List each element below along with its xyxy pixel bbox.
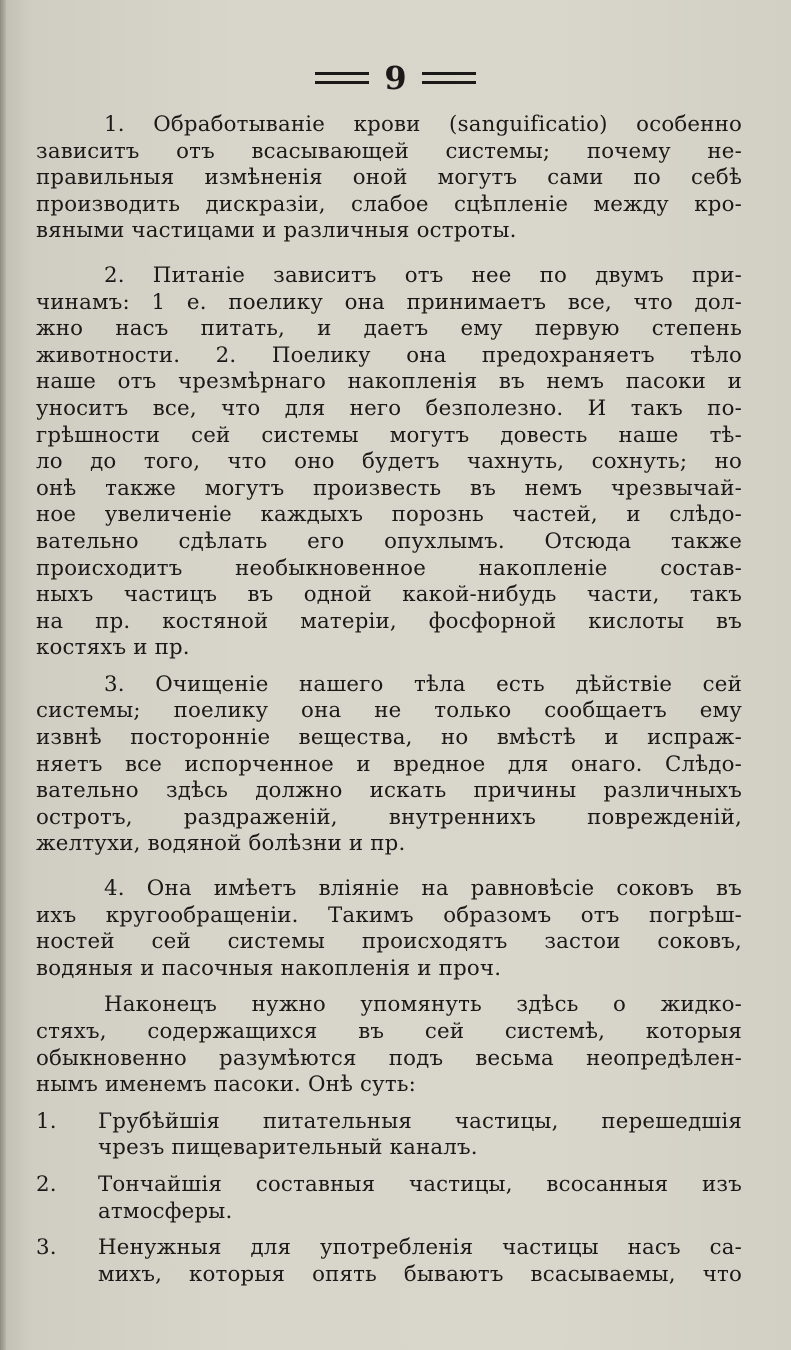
text-line: на пр. костяной матеріи, фосфорной кислоты въ [36,608,742,634]
page-number: 9 [384,59,407,97]
text-line: уноситъ все, что для него безполезно. И такъ по- [36,395,742,421]
list-gap [36,1225,742,1235]
paragraph-1 [36,112,742,245]
list-body [98,1109,742,1162]
text-line: вательно сдѣлать его опухлымъ. Отсюда также [36,528,742,554]
text-line: животности. 2. Поелику она предохраняетъ тѣло [36,342,742,368]
list-item [36,1109,742,1162]
list-body [98,1235,742,1288]
text-line: Грубѣйшія питательныя частицы, перешедшія [98,1108,742,1134]
text-line: 4. Она имѣетъ вліяніе на равновѣсіе соковъ въ [104,876,742,902]
text-line: грѣшности сей системы могутъ довесть наше тѣ- [36,422,742,448]
text-line: Ненужныя для употребленія частицы насъ са- [98,1235,742,1261]
text-line: вательно здѣсь должно искать причины различныхъ [36,778,742,804]
paragraph-gap [36,662,742,672]
text-line: жно насъ питать, и даетъ ему первую степень [36,316,742,342]
text-line: 2. Питаніе зависитъ отъ нее по двумъ при- [104,262,742,288]
text-line: ное увеличеніе каждыхъ порознь частей, и слѣдо- [36,502,742,528]
list-number: 1. [36,1108,57,1134]
paragraph-3 [36,672,742,858]
paragraph-gap [36,1099,742,1109]
text-line: чрезъ пищеварительный каналъ. [98,1135,478,1161]
text-line: правильныя измѣненія оной могутъ сами по себѣ [36,165,742,191]
text-line: зависитъ отъ всасывающей системы; почему не- [36,138,742,164]
header-rule-right [422,72,476,84]
text-line: происходитъ необыкновенное накопленіе состав- [36,555,742,581]
text-line: чинамъ: 1 е. поелику она принимаетъ все, что дол- [36,289,742,315]
page-header [0,58,791,98]
paragraph-4 [36,876,742,982]
paragraph-2 [36,263,742,662]
text-line: онѣ также могутъ произвесть въ немъ чрезвычай- [36,475,742,501]
text-line: системы; поелику она не только сообщаетъ ему [36,698,742,724]
list-body [98,1172,742,1225]
text-line: стяхъ, содержащихся въ сей системѣ, которыя [36,1019,742,1044]
list-item [36,1172,742,1225]
text-line: ностей сей системы происходятъ застои соковъ, [36,929,742,955]
paragraph-5 [36,992,742,1098]
text-line: водяныя и пасочныя накопленія и проч. [36,955,502,981]
text-line: желтухи, водяной болѣзни и пр. [36,831,406,857]
list-gap [36,1162,742,1172]
text-line: нымъ именемъ пасоки. Онѣ суть: [36,1072,417,1098]
text-line: ныхъ частицъ въ одной какой-нибудь части, такъ [36,582,742,608]
text-line: костяхъ и пр. [36,635,190,661]
text-line: вяными частицами и различныя остроты. [36,218,517,244]
text-line: остротъ, раздраженій, внутреннихъ поврежденій, [36,804,742,830]
list-number: 2. [36,1171,57,1197]
text-line: атмосферы. [98,1198,233,1224]
text-line: извнѣ посторонніе вещества, но вмѣстѣ и испраж- [36,725,742,751]
text-line: 1. Обработываніе крови (sanguificatio) особенно [104,112,742,137]
text-line: наше отъ чрезмѣрнаго накопленія въ немъ пасоки и [36,369,742,395]
text-line: ло до того, что оно будетъ чахнуть, сохнуть; но [36,449,742,475]
text-line: 3. Очищеніе нашего тѣла есть дѣйствіе сей [104,671,742,697]
page-body [36,112,742,1288]
paragraph-gap [36,245,742,263]
text-line: Наконецъ нужно упомянуть здѣсь о жидко- [104,992,742,1018]
text-line: няетъ все испорченное и вредное для онаго. Слѣдо- [36,751,742,777]
text-line: михъ, которыя опять бываютъ всасываемы, что [98,1261,742,1287]
paragraph-gap [36,982,742,992]
list-number: 3. [36,1235,57,1261]
paragraph-gap [36,858,742,876]
text-line: ихъ кругообращеніи. Такимъ образомъ отъ погрѣш- [36,902,742,928]
header-rule-left [315,72,369,84]
list-item [36,1235,742,1288]
text-line: производить дискразіи, слабое сцѣпленіе между кро- [36,191,742,217]
text-line: обыкновенно разумѣются подъ весьма неопредѣлен- [36,1045,742,1071]
text-line: Тончайшія составныя частицы, всосанныя изъ [98,1171,742,1197]
page-binding-edge [0,0,6,1350]
